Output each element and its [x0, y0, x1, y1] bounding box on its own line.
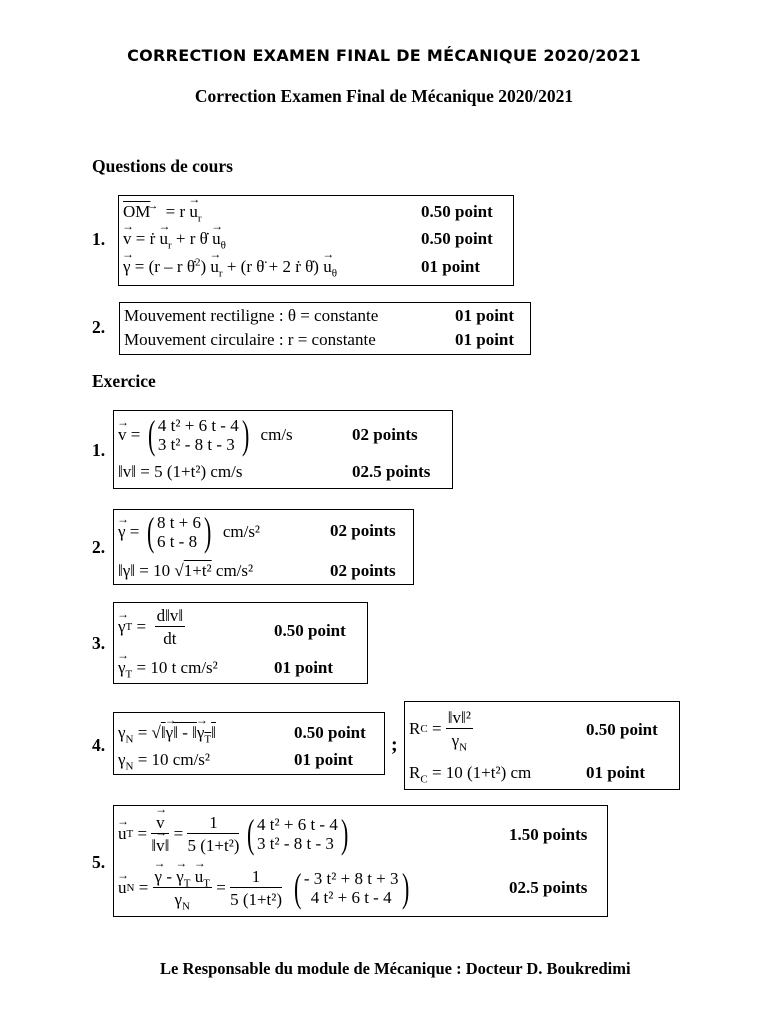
- question-number: 3.: [92, 633, 106, 653]
- answer-box-cours-2: [119, 302, 531, 355]
- question-number: 1.: [92, 229, 106, 249]
- tangential-acceleration-value: → $\gamma_T = 10$ t cm/s²: [118, 658, 218, 678]
- curvature-radius-value: $R_C = 10$ (1+t²) cm: [409, 763, 532, 786]
- section-heading-cours: Questions de cours: [92, 156, 233, 176]
- question-number: 4.: [92, 735, 106, 755]
- velocity-line: → v = ṙ → $u_r + r$ θ̇ → $u_\theta$: [123, 229, 226, 249]
- om-line: $\overline{OM}^\to = r \to u_r$: [123, 202, 202, 224]
- answer-box-ex-5: [113, 805, 608, 917]
- answer-box-ex-2: [113, 509, 414, 585]
- answer-box-ex-4-normal: [113, 712, 385, 775]
- points-label: 02 points: [330, 521, 396, 540]
- curvature-radius-formula: R C = $\frac{\text{‖v‖²}}{\gamma_N}$: [409, 708, 471, 754]
- question-number: 2.: [92, 537, 106, 557]
- acceleration-vector: → γ = ( 8 t + 6 6 t - 8 ) cm/s²: [118, 512, 260, 552]
- points-label: 01 point: [455, 330, 515, 349]
- velocity-vector: → v = ( 4 t² + 6 t - 4 3 t² - 8 t - 3 ) cm/s: [118, 415, 293, 455]
- points-label: 01 point: [586, 763, 646, 782]
- rectilinear-line: Mouvement rectiligne : θ = constante: [124, 306, 379, 325]
- points-label: 01 point: [455, 306, 515, 325]
- points-label: 02.5 points: [352, 462, 431, 481]
- answer-box-ex-4-radius: [404, 701, 680, 790]
- velocity-norm: ‖v‖ = 5 (1+t²) cm/s: [118, 462, 243, 481]
- points-label: 1.50 points: [509, 825, 588, 844]
- answer-box-cours-1: [118, 195, 514, 286]
- points-label: 0.50 point: [421, 202, 493, 221]
- document-title: Correction Examen Final de Mécanique 2020/2021: [194, 86, 574, 106]
- normal-acceleration-formula: $\gamma_N$ = √‖→ γ‖ - ‖→ $\gamma_T‖$: [118, 723, 216, 743]
- points-label: 0.50 point: [421, 229, 493, 248]
- section-heading-exercice: Exercice: [92, 371, 156, 391]
- points-label: 01 point: [294, 750, 354, 769]
- tangential-acceleration-formula: → γ T = $\frac{d‖v‖}{dt}$: [118, 605, 185, 649]
- points-label: 02 points: [330, 561, 396, 580]
- separator: ;: [391, 734, 398, 756]
- tangent-unit-vector: → u T = → $\frac{v}{‖\to v‖}$ = $\frac{1}{\text{5 (1+t²)}}$ ( 4 t² + 6 t - 4 3 t² - 8 t - 3 ): [118, 808, 351, 860]
- question-number: 5.: [92, 852, 106, 872]
- question-number: 1.: [92, 440, 106, 460]
- acceleration-norm: ‖γ‖ = 10 √1+t² cm/s²: [118, 561, 254, 580]
- points-label: 02.5 points: [509, 878, 588, 897]
- points-label: 0.50 point: [586, 720, 658, 739]
- circular-line: Mouvement circulaire : r = constante: [124, 330, 376, 349]
- points-label: 0.50 point: [294, 723, 366, 742]
- points-label: 01 point: [274, 658, 334, 677]
- points-label: 01 point: [421, 257, 481, 276]
- normal-acceleration-value: $\gamma_N = 10$ cm/s²: [118, 750, 211, 773]
- acceleration-line: → γ = (r – r θ̇$^2$) → $u_r + (r$ θ̈ + 2 ṙ θ̇) → $u_\theta$: [123, 257, 337, 277]
- footer-signature: Le Responsable du module de Mécanique : Docteur D. Boukredimi: [160, 959, 631, 978]
- points-label: 0.50 point: [274, 621, 346, 640]
- normal-unit-vector: → u N = → $\frac{\gamma - \to \gamma_T \to u_T}{\gamma_N}$ = $\frac{1}{\text{5 (1+t²)}}$ ( - 3 t² + 8 t + 3 4 t² + 6 t - 4 ): [118, 862, 412, 914]
- question-number: 2.: [92, 317, 106, 337]
- answer-box-ex-1: [113, 410, 453, 489]
- points-label: 02 points: [352, 425, 418, 444]
- answer-box-ex-3: [113, 602, 368, 684]
- brush-title: CORRECTION EXAMEN FINAL DE MÉCANIQUE 2020/2021: [127, 46, 641, 65]
